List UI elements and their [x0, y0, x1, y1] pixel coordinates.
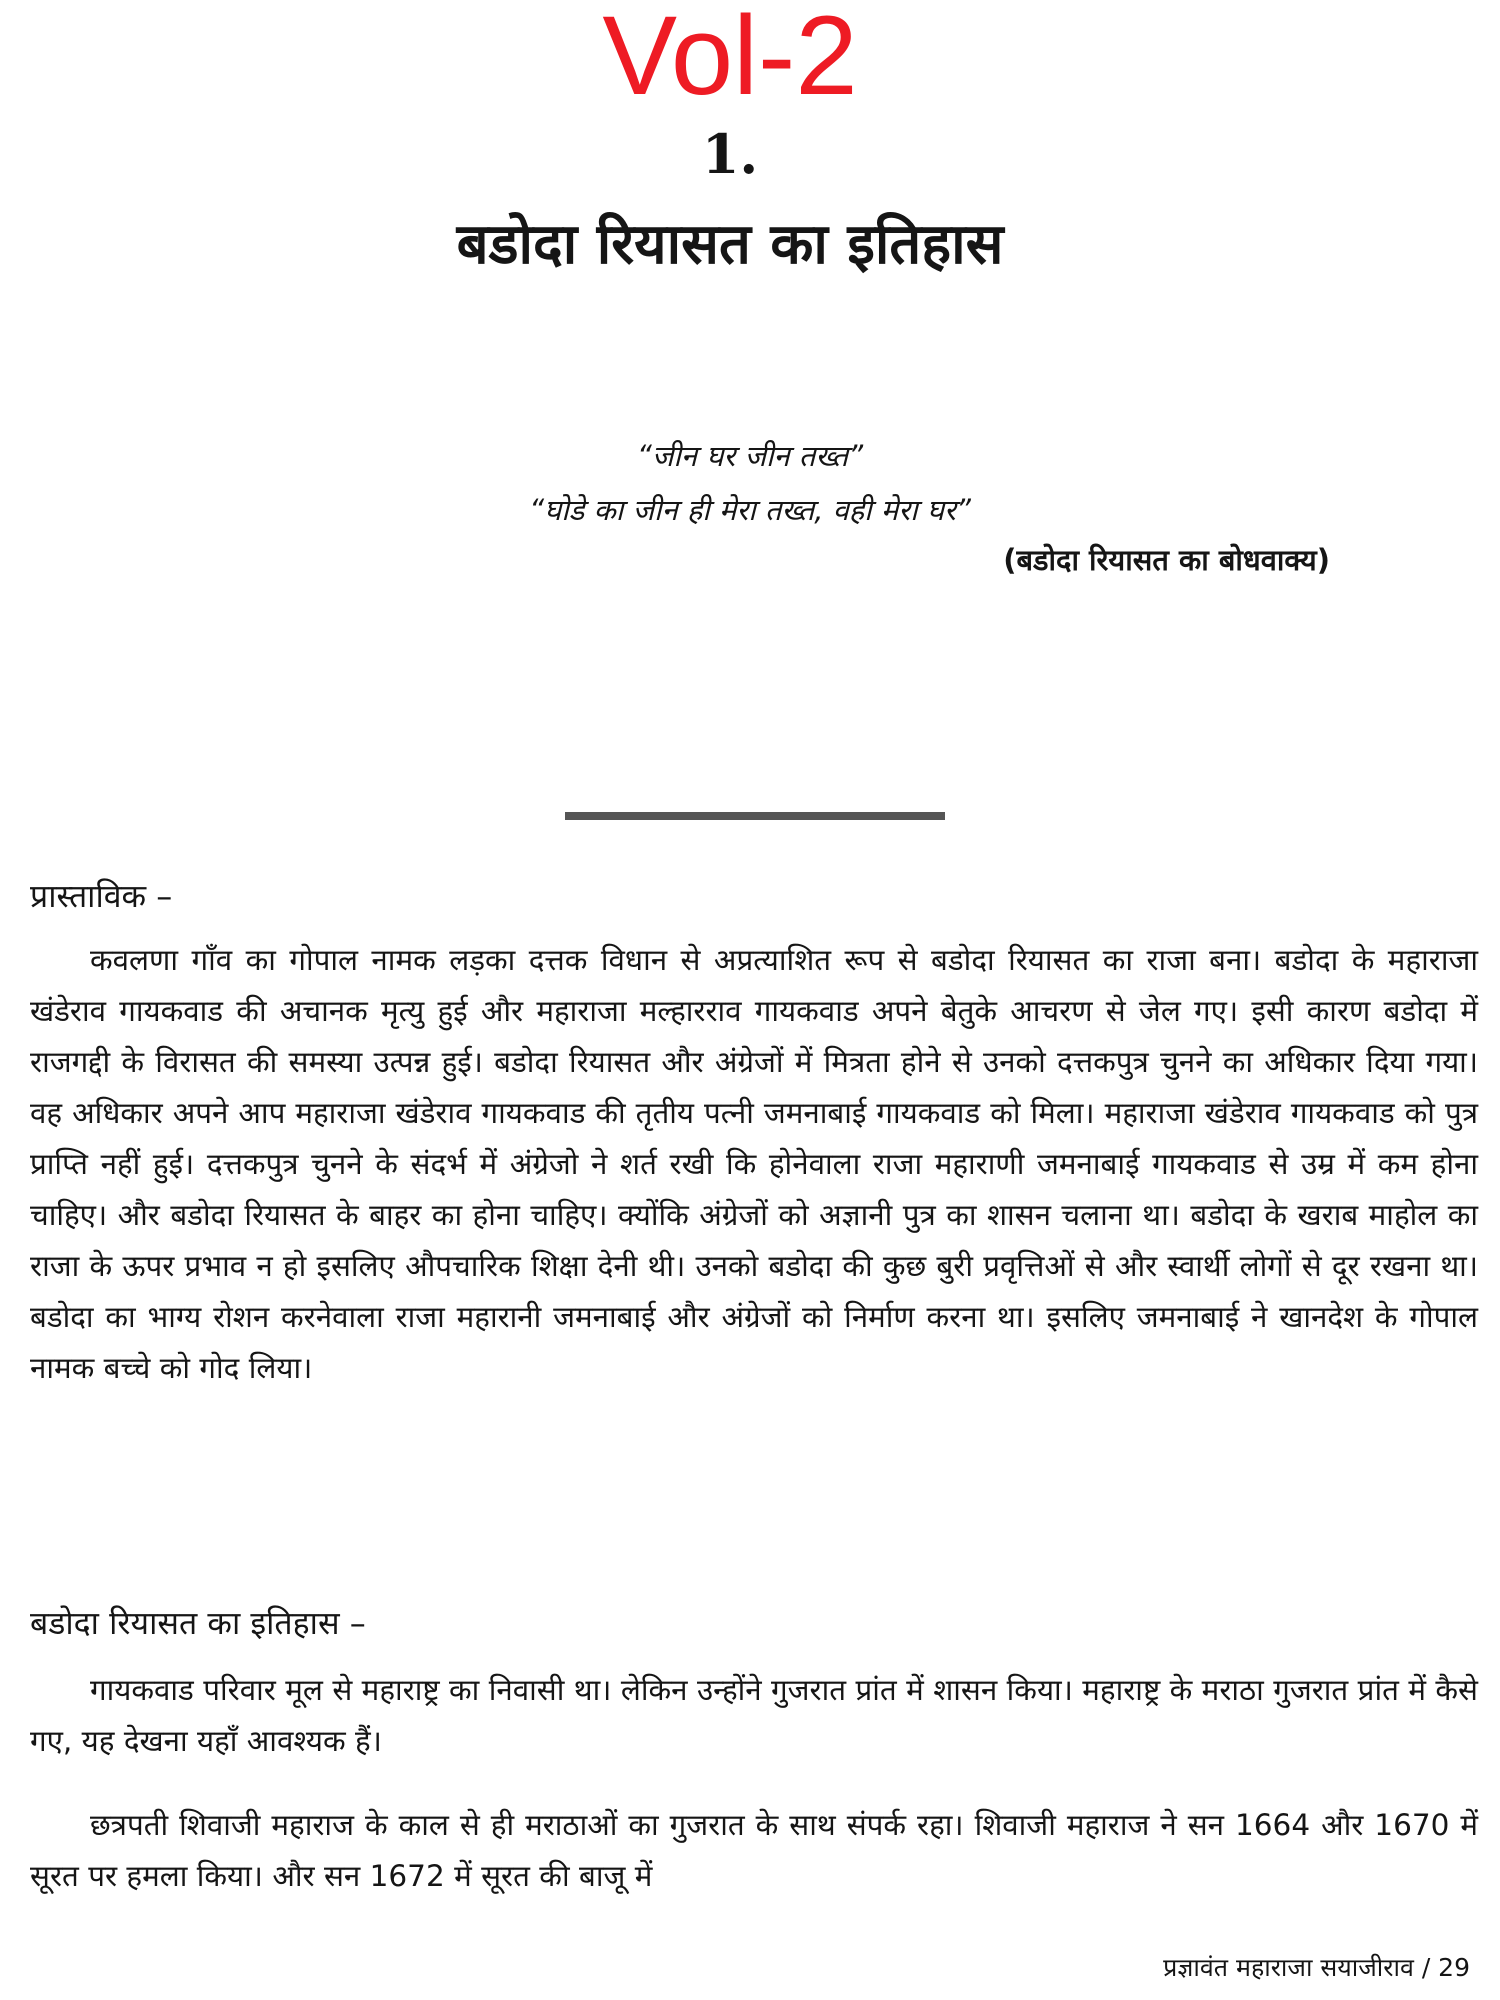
- volume-label: Vol-2: [602, 0, 858, 118]
- chapter-title: बडोदा रियासत का इतिहास: [456, 212, 1004, 277]
- chapter-number: 1.: [701, 122, 759, 186]
- motto-line-2: “घोडे का जीन ही मेरा तख्त, वही मेरा घर”: [529, 493, 971, 527]
- section-divider: [565, 812, 945, 820]
- page-footer: प्रज्ञावंत महाराजा सयाजीराव / 29: [1163, 1953, 1470, 1982]
- section-heading-introduction: प्रास्ताविक –: [30, 877, 173, 915]
- paragraph-introduction: कवलणा गाँव का गोपाल नामक लड़का दत्तक विधान से अप्रत्याशित रूप से बडोदा रियासत का राजा बना। बडोदा के महाराजा खंडेराव गायकवाड की अचानक मृत्यु हुई और महाराजा मल्हारराव गायकवाड अपने बेतुके आचरण से जेल गए। इसी कारण बडोदा में राजगद्दी के विरासत की समस्या उत्पन्न हुई। बडोदा रियासत और अंग्रेजों में मित्रता होने से उनको दत्तकपुत्र चुनने का अधिकार दिया गया। वह अधिकार अपने आप महाराजा खंडेराव गायकवाड की तृतीय पत्नी जमनाबाई गायकवाड को मिला। महाराजा खंडेराव गायकवाड को पुत्र प्राप्ति नहीं हुई। दत्तकपुत्र चुनने के संदर्भ में अंग्रेजो ने शर्त रखी कि होनेवाला राजा महाराणी जमनाबाई गायकवाड से उम्र में कम होना चाहिए। और बडोदा रियासत के बाहर का होना चाहिए। क्योंकि अंग्रेजों को अज्ञानी पुत्र का शासन चलाना था। बडोदा के खराब माहोल का राजा के ऊपर प्रभाव न हो इसलिए औपचारिक शिक्षा देनी थी। उनको बडोदा की कुछ बुरी प्रवृत्तिओं से और स्वार्थी लोगों से दूर रखना था। बडोदा का भाग्य रोशन करनेवाला राजा महारानी जमनाबाई और अंग्रेजों को निर्माण करना था। इसलिए जमनाबाई ने खानदेश के गोपाल नामक बच्चे को गोद लिया।: [30, 943, 1478, 1385]
- paragraph-history-2: छत्रपती शिवाजी महाराज के काल से ही मराठाओं का गुजरात के साथ संपर्क रहा। शिवाजी महाराज ने सन 1664 और 1670 में सूरत पर हमला किया। और सन 1672 में सूरत की बाजू में: [30, 1808, 1478, 1893]
- paragraph-history-1: गायकवाड परिवार मूल से महाराष्ट्र का निवासी था। लेकिन उन्होंने गुजरात प्रांत में शासन किया। महाराष्ट्र के मराठा गुजरात प्रांत में कैसे गए, यह देखना यहाँ आवश्यक हैं।: [30, 1673, 1478, 1758]
- motto-line-1: “जीन घर जीन तख्त”: [636, 439, 864, 473]
- section-heading-history: बडोदा रियासत का इतिहास –: [30, 1604, 366, 1642]
- motto-source: (बडोदा रियासत का बोधवाक्य): [1003, 543, 1330, 577]
